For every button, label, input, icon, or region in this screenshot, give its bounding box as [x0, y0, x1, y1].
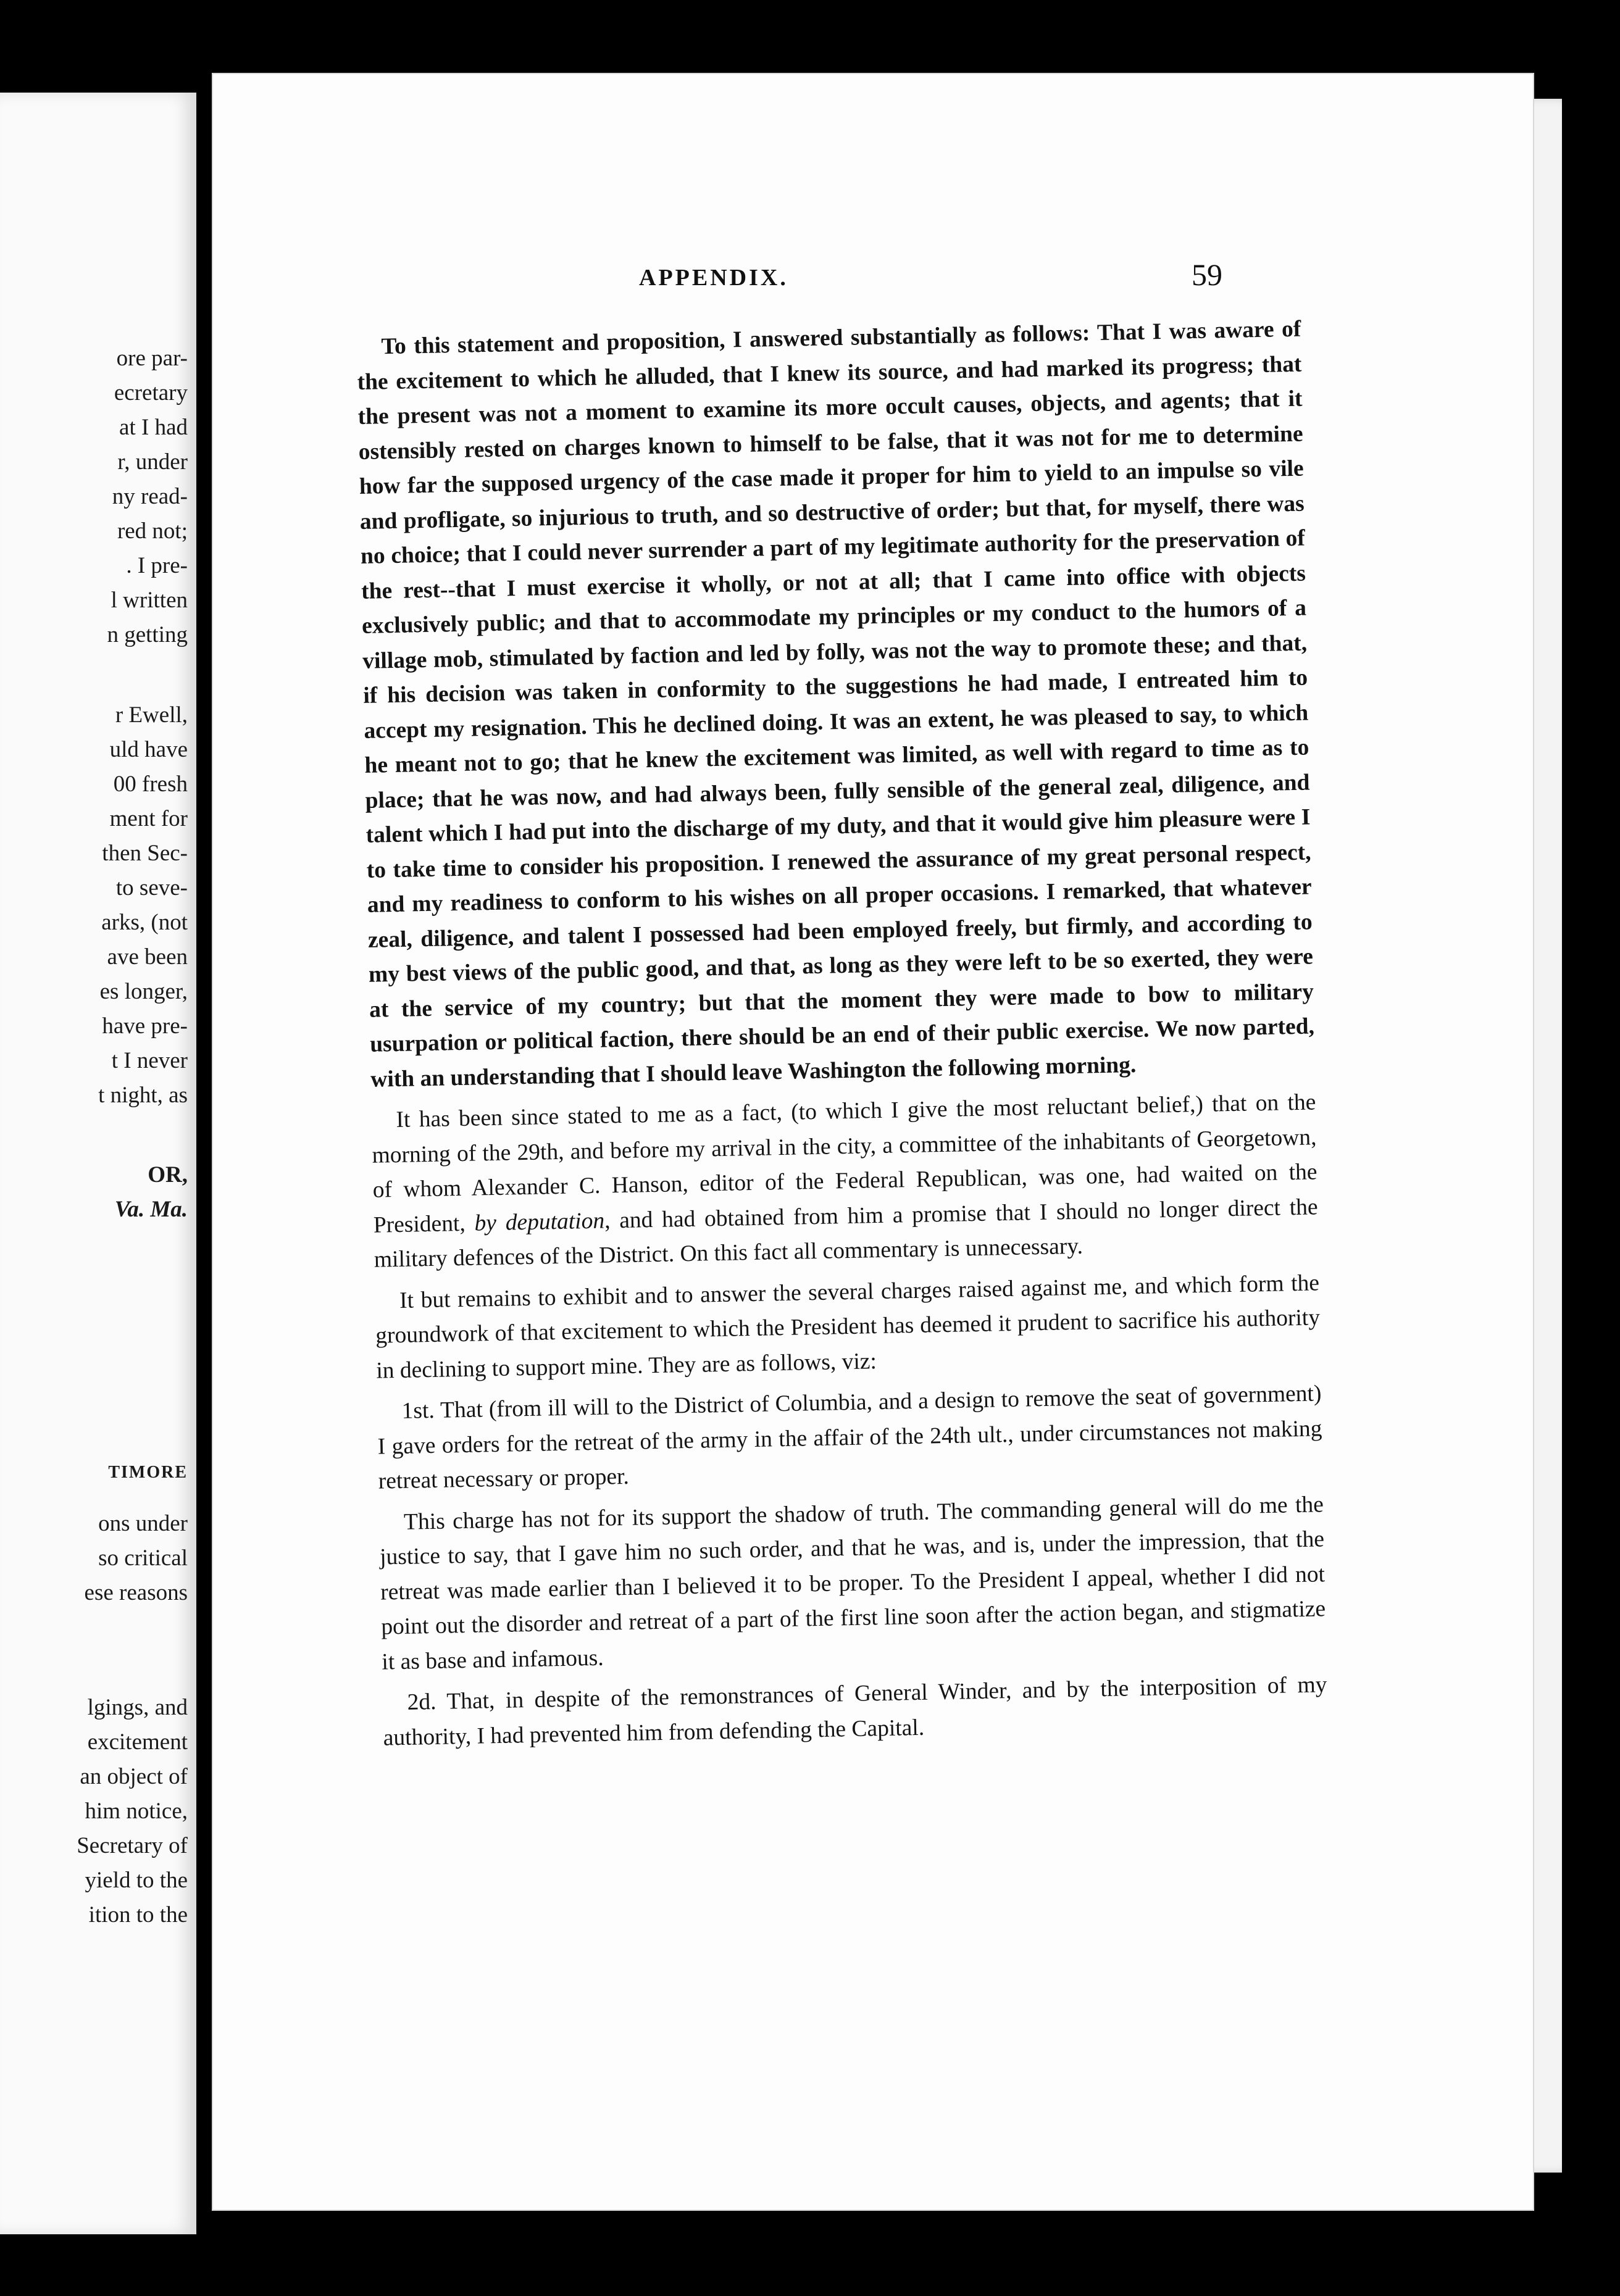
facing-line: r, under [117, 449, 188, 475]
facing-line: ore par- [116, 346, 188, 371]
body-text [356, 312, 1328, 1762]
paragraph: 1st. That (from ill will to the District of Columbia, and a design to remove the seat of government) I gave orders for the retreat of the army in the affair of the 24th ult., under circumstances not making retreat necessary or proper. [377, 1381, 1322, 1494]
facing-line: an object of [80, 1764, 188, 1789]
facing-line: t night, as [98, 1083, 188, 1108]
running-head: APPENDIX. [639, 265, 788, 291]
facing-line: ition to the [88, 1902, 188, 1928]
facing-line: at I had [119, 415, 188, 440]
page-header [213, 257, 1533, 306]
facing-line: red not; [117, 518, 188, 544]
facing-heading: TIMORE [108, 1463, 188, 1482]
paragraph [371, 1085, 1319, 1278]
facing-line: ons under [98, 1511, 188, 1536]
facing-page-fragment [0, 93, 196, 2234]
facing-line: ave been [107, 944, 188, 970]
paragraph-text: It has been since stated to me as a fact, (to which I give the most reluctant belief,) that on the morning of the 29th, and before my arrival in the city, a committee of the inhabitants of Georgetown, of whom Alexander C. Hanson, editor of the Federal Republican, was one, had waited on the President, [372, 1089, 1317, 1238]
facing-line: yield to the [85, 1868, 188, 1893]
facing-signature: OR, [148, 1162, 188, 1188]
facing-line: ese reasons [84, 1580, 188, 1605]
facing-line: r Ewell, [115, 702, 188, 728]
paragraph-text: , and had obtained from him a promise that I should no longer direct the military defences of the District. On this fact all commentary is unnecessary. [374, 1194, 1318, 1273]
facing-line: ny read- [112, 484, 188, 509]
paragraph: It but remains to exhibit and to answer the several charges raised against me, and which form the groundwork of that excitement to which the President has deemed it prudent to sacrifice his authority in declining to support mine. They are as follows, viz: [375, 1270, 1321, 1384]
facing-signature-title: Va. Ma. [114, 1197, 188, 1222]
facing-line: arks, (not [101, 910, 188, 935]
facing-line: uld have [109, 737, 188, 762]
facing-line: . I pre- [126, 553, 188, 578]
facing-line: t I never [111, 1048, 188, 1073]
facing-line: ecretary [114, 380, 188, 406]
facing-line: l written [111, 588, 188, 613]
facing-line: so critical [98, 1545, 188, 1571]
main-page [213, 74, 1533, 2210]
paragraph: To this statement and proposition, I answered substantially as follows: That I was aware of the excitement to which he alluded, that I knew its source, and had marked its progress; that the present was not a moment to examine its more occult causes, objects, and agents; that it ostensibly rested on charges known to himself to be false, that it was not for me to determine how far the supposed urgency of the case made it proper for him to yield to an impulse so vile and profligate, so injurious to truth, and so destructive of order; but that, for myself, there was no choice; that I could never surrender a part of my legitimate authority for the preservation of the rest--that I must exercise it wholly, or not at all; that I came into office with objects exclusively public; and that to accommodate my principles or my conduct to the humors of a village mob, stimulated by faction and led by folly, was not the way to promote these; and that, if his decision was taken in conformity to the suggestions he had made, I entreated him to accept my resignation. This he declined doing. It was an extent, he was pleased to say, to which he meant not to go; that he knew the excitement was limited, as well with regard to time as to place; that he was now, and had always been, fully sensible of the general zeal, diligence, and talent which I had put into the discharge of my duty, and that it would give him pleasure were I to take time to consider his proposition. I renewed the assurance of my great personal respect, and my readiness to conform to his wishes on all proper occasions. I remarked, that whatever zeal, diligence, and talent I possessed had been employed freely, but firmly, and according to my best views of the public good, and that, as long as they were left to be so exerted, they were at the service of my country; but that the moment they were made to bow to military usurpation or political faction, there should be an end of their public exercise. We now parted, with an understanding that I should leave Washington the following morning. [357, 316, 1315, 1092]
facing-line: then Sec- [102, 841, 188, 866]
facing-line: es longer, [99, 979, 188, 1004]
paragraph: This charge has not for its support the shadow of truth. The commanding general will do me the justice to say, that I gave him no such order, and that he was, and is, under the impression, that the retreat was made earlier than I believed it to be proper. To the President I appeal, whether I did not point out the disorder and retreat of a part of the first line soon after the action began, and stigmatize it as base and infamous. [379, 1491, 1326, 1675]
italic-phrase: by deputation [474, 1208, 605, 1236]
facing-line: n getting [107, 622, 188, 647]
facing-line: excitement [87, 1729, 188, 1755]
facing-line: have pre- [102, 1013, 188, 1039]
facing-line: 00 fresh [113, 772, 188, 797]
page-number: 59 [1192, 257, 1222, 292]
facing-line: ment for [109, 806, 188, 831]
facing-line: him notice, [85, 1799, 188, 1824]
facing-line: Secretary of [77, 1833, 188, 1858]
facing-line: to seve- [115, 875, 188, 901]
facing-line: lgings, and [87, 1695, 188, 1720]
paragraph: 2d. That, in despite of the remonstrances of General Winder, and by the interposition of my authority, I had prevented him from defending the Capital. [383, 1672, 1327, 1751]
